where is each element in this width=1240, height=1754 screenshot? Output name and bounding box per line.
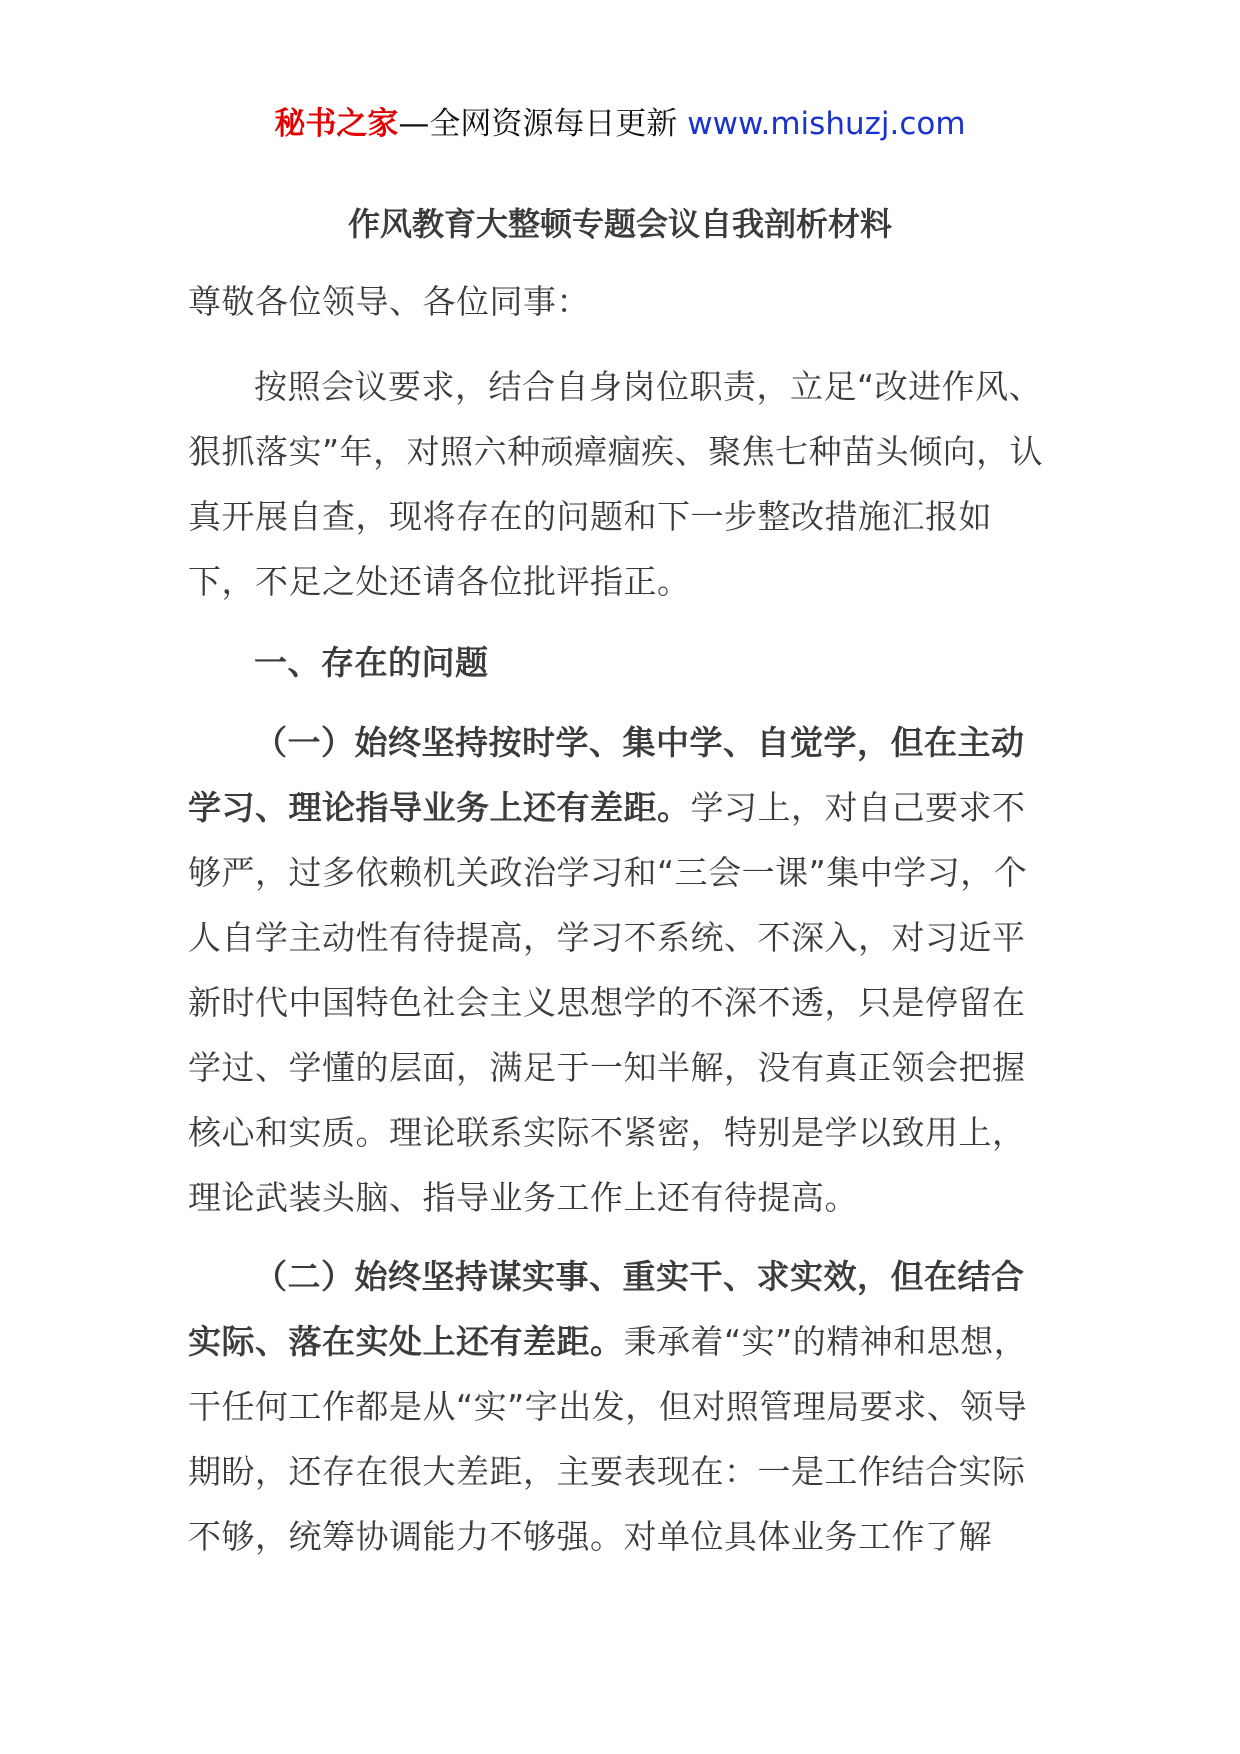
problem-item-2-heading: （二）始终坚持谋实事、重实干、求实效，但在结合实际、落在实处上还有差距。 (188, 1257, 1025, 1361)
problem-item-1 (188, 710, 1048, 1230)
site-url[interactable]: www.mishuzj.com (687, 106, 966, 142)
site-header (0, 100, 1240, 148)
header-slogan: —全网资源每日更新 (398, 106, 688, 142)
document-title: 作风教育大整顿专题会议自我剖析材料 (347, 205, 892, 243)
problem-item-1-heading: （一）始终坚持按时学、集中学、自觉学，但在主动学习、理论指导业务上还有差距。 (188, 723, 1025, 827)
problem-item-2 (188, 1244, 1048, 1569)
problem-item-2-text: 秉承着“实”的精神和思想，干任何工作都是从“实”字出发，但对照管理局要求、领导期盼，还存在很大差距，主要表现在：一是工作结合实际不够，统筹协调能力不够强。对单位具体业务工作了解 (188, 1322, 1028, 1556)
problem-item-1-text: 学习上，对自己要求不够严，过多依赖机关政治学习和“三会一课”集中学习，个人自学主动性有待提高，学习不系统、不深入，对习近平新时代中国特色社会主义思想学的不深不透，只是停留在学过、学懂的层面，满足于一知半解，没有真正领会把握核心和实质。理论联系实际不紧密，特别是学以致用上，理论武装头脑、指导业务工作上还有待提高。 (188, 788, 1028, 1217)
brand-name: 秘书之家 (274, 106, 399, 142)
intro-paragraph: 按照会议要求，结合自身岗位职责，立足“改进作风、狠抓落实”年，对照六种顽瘴痼疾、聚焦七种苗头倾向，认真开展自查，现将存在的问题和下一步整改措施汇报如下，不足之处还请各位批评指正。 (188, 367, 1044, 601)
greeting: 尊敬各位领导、各位同事： (188, 282, 590, 321)
section-heading: 一、存在的问题 (254, 643, 489, 682)
